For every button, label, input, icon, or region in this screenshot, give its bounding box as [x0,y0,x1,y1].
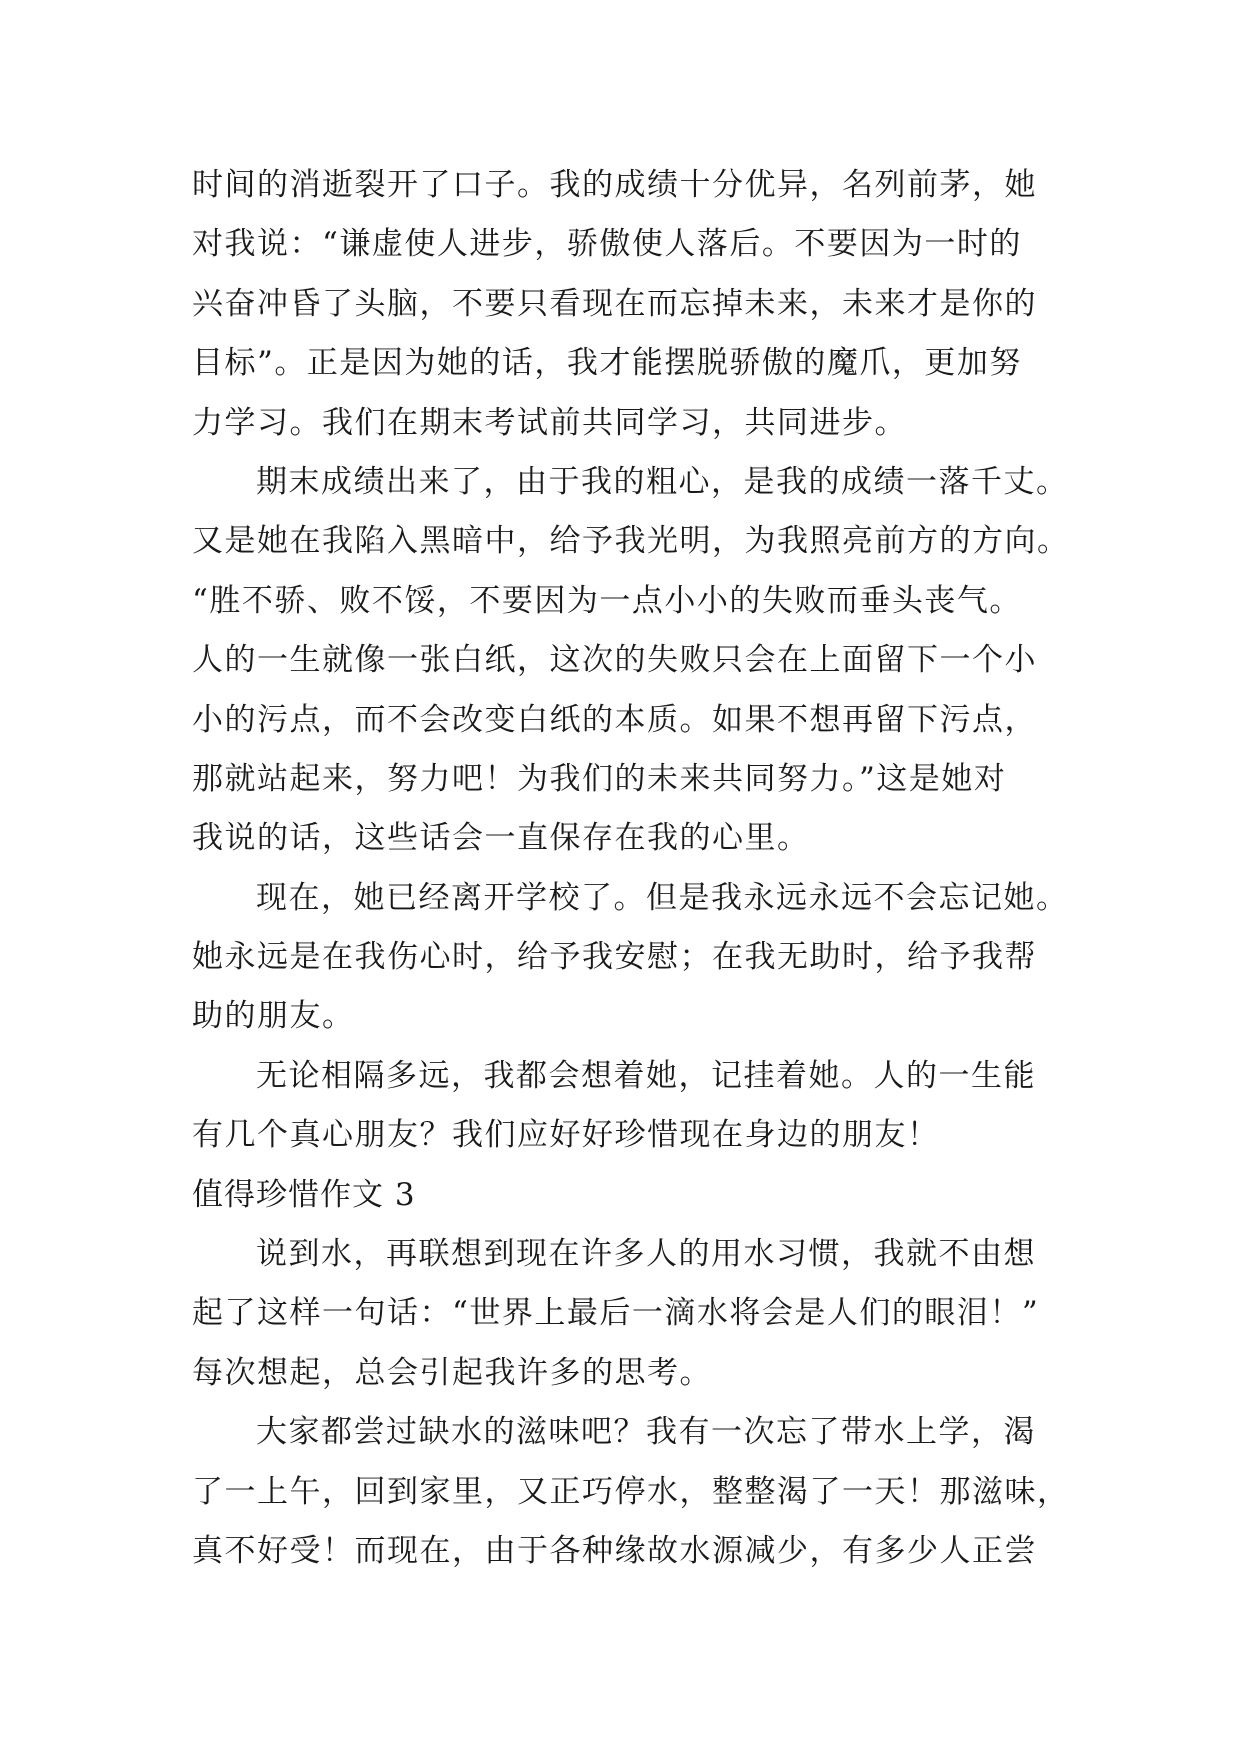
text-line: “胜不骄、败不馁，不要因为一点小小的失败而垂头丧气。 [192,582,1022,619]
text-line: 那就站起来，努力吧！为我们的未来共同努力。”这是她对 [192,760,1007,797]
text-line: 助的朋友。 [192,998,355,1035]
text-line: 兴奋冲昏了头脑，不要只看现在而忘掉未来，未来才是你的 [192,285,1037,322]
text-line: 每次想起，总会引起我许多的思考。 [192,1354,712,1391]
text-line: 人的一生就像一张白纸，这次的失败只会在上面留下一个小 [192,642,1037,679]
text-line: 又是她在我陷入黑暗中，给予我光明，为我照亮前方的方向。 [192,523,1070,560]
text-line: 我说的话，这些话会一直保存在我的心里。 [192,820,810,857]
text-line: 目标”。正是因为她的话，我才能摆脱骄傲的魔爪，更加努 [192,345,1022,382]
text-line: 力学习。我们在期末考试前共同学习，共同进步。 [192,404,907,441]
text-line: 她永远是在我伤心时，给予我安慰；在我无助时，给予我帮 [192,939,1037,976]
text-line: 起了这样一句话：“世界上最后一滴水将会是人们的眼泪！” [192,1295,1040,1332]
text-line: 时间的消逝裂开了口子。我的成绩十分优异，名列前茅，她 [192,167,1037,203]
text-line: 对我说：“谦虚使人进步，骄傲使人落后。不要因为一时的 [192,226,1022,263]
text-line: 大家都尝过缺水的滋味吧？我有一次忘了带水上学，渴 [256,1414,1036,1451]
text-line: 真不好受！而现在，由于各种缘故水源减少，有多少人正尝 [192,1532,1037,1569]
document-page [192,156,1070,1581]
text-line: 现在，她已经离开学校了。但是我永远永远不会忘记她。 [256,879,1069,916]
text-line: 说到水，再联想到现在许多人的用水习惯，我就不由想 [256,1236,1036,1273]
text-line: 无论相隔多远，我都会想着她，记挂着她。人的一生能 [256,1057,1036,1094]
text-line: 有几个真心朋友？我们应好好珍惜现在身边的朋友！ [192,1117,940,1154]
text-line: 了一上午，回到家里，又正巧停水，整整渴了一天！那滋味， [192,1473,1070,1510]
section-heading: 值得珍惜作文 3 [192,1176,416,1213]
text-line: 期末成绩出来了，由于我的粗心，是我的成绩一落千丈。 [256,463,1069,500]
text-line: 小的污点，而不会改变白纸的本质。如果不想再留下污点， [192,701,1037,738]
